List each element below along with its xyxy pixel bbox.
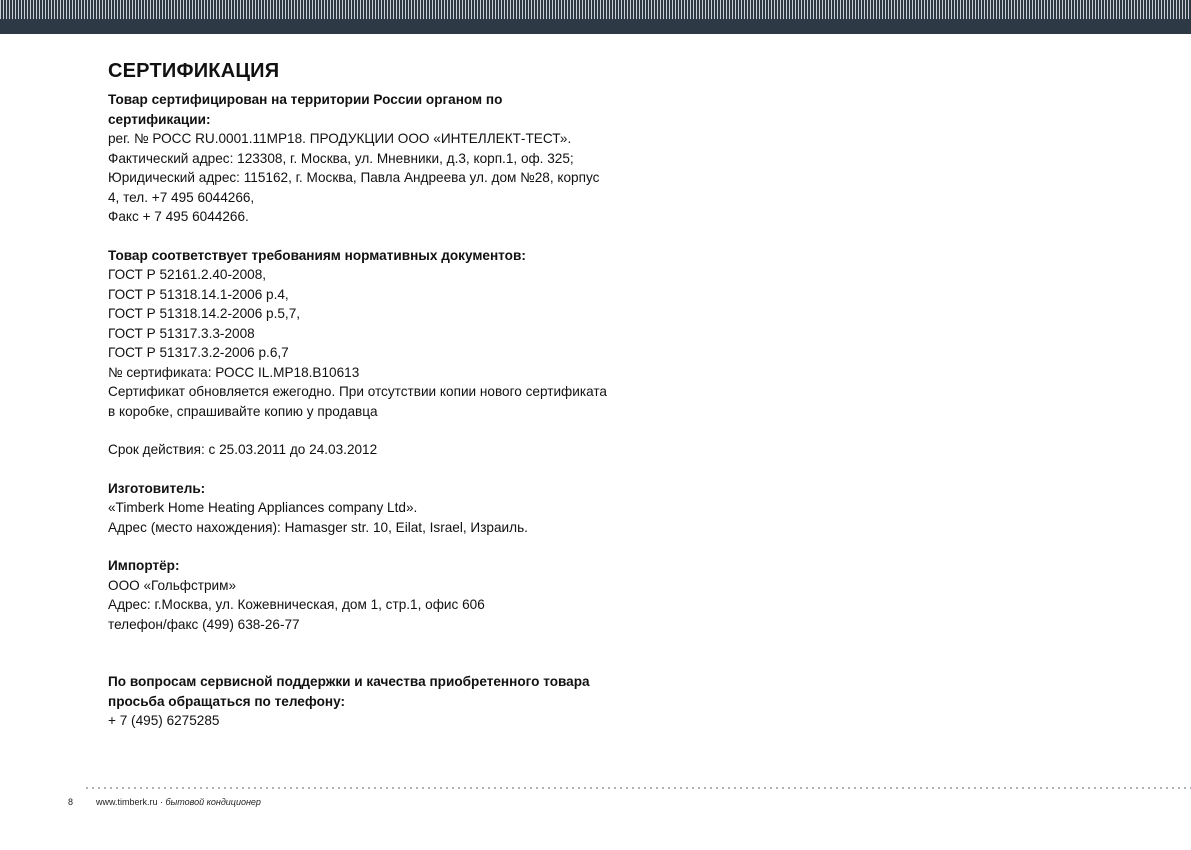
certification-heading: Товар сертифицирован на территории России органом по сертификации: xyxy=(108,92,503,127)
spacer xyxy=(108,227,608,246)
support-heading: По вопросам сервисной поддержки и качества приобретенного товара просьба обращаться по телефону: xyxy=(108,674,590,709)
importer-heading: Импортёр: xyxy=(108,558,180,573)
spacer xyxy=(108,634,608,672)
importer-line: ООО «Гольфстрим» xyxy=(108,577,237,593)
importer-section xyxy=(108,556,608,634)
manufacturer-section xyxy=(108,479,608,538)
importer-line: Адрес: г.Москва, ул. Кожевническая, дом 1, стр.1, офис 606 xyxy=(108,597,485,612)
standard-line: ГОСТ Р 51317.3.3-2008 xyxy=(108,325,255,341)
manufacturer-line: «Timberk Home Heating Appliances company Ltd». xyxy=(108,500,418,515)
validity-period: Срок действия: с 25.03.2011 до 24.03.2012 xyxy=(108,442,378,457)
footer-separator: · xyxy=(157,797,166,807)
header-stripes xyxy=(0,0,1191,19)
certificate-note: Сертификат обновляется ежегодно. При отсутствии копии нового сертификата в коробке, спрашивайте копию у продавца xyxy=(108,384,607,419)
standard-line: ГОСТ Р 52161.2.40-2008, xyxy=(108,267,267,282)
standards-heading: Товар соответствует требованиям нормативных документов: xyxy=(108,247,526,263)
spacer xyxy=(108,460,608,479)
standard-line: ГОСТ Р 51317.3.2-2006 р.6,7 xyxy=(108,345,289,360)
header-bar xyxy=(0,0,1191,34)
page-title: СЕРТИФИКАЦИЯ xyxy=(108,60,280,82)
page-number: 8 xyxy=(68,797,74,807)
importer-line: телефон/факс (499) 638-26-77 xyxy=(108,616,300,632)
certification-line: Фактический адрес: 123308, г. Москва, ул. Мневники, д.3, корп.1, оф. 325; Юридический адрес: 115162, г. Москва, Павла Андреева ул. дом №28, корпус 4, тел. +7 495 6044266, xyxy=(108,150,600,205)
spacer xyxy=(108,421,608,440)
manufacturer-line: Адрес (место нахождения): Hamasger str. 10, Eilat, Israel, Израиль. xyxy=(108,519,528,535)
document-body xyxy=(108,58,608,731)
standard-line: ГОСТ Р 51318.14.2-2006 р.5,7, xyxy=(108,306,301,321)
certification-line: рег. № РОСС RU.0001.11МР18. ПРОДУКЦИИ ООО «ИНТЕЛЛЕКТ-ТЕСТ». xyxy=(108,131,572,146)
certificate-number: № сертификата: РОСС IL.МР18.В10613 xyxy=(108,364,360,380)
certification-line: Факс + 7 495 6044266. xyxy=(108,209,249,224)
spacer xyxy=(108,537,608,556)
standards-section xyxy=(108,246,608,422)
footer-dotted-divider xyxy=(84,787,1191,789)
footer-caption xyxy=(96,795,261,809)
support-phone: + 7 (495) 6275285 xyxy=(108,713,220,728)
footer-site-link: www.timberk.ru xyxy=(96,797,158,807)
manufacturer-heading: Изготовитель: xyxy=(108,480,206,496)
standard-line: ГОСТ Р 51318.14.1-2006 р.4, xyxy=(108,286,289,302)
footer-subtitle: бытовой кондиционер xyxy=(165,797,261,807)
certification-section xyxy=(108,90,608,227)
support-section xyxy=(108,672,608,731)
page-footer xyxy=(0,795,1191,809)
